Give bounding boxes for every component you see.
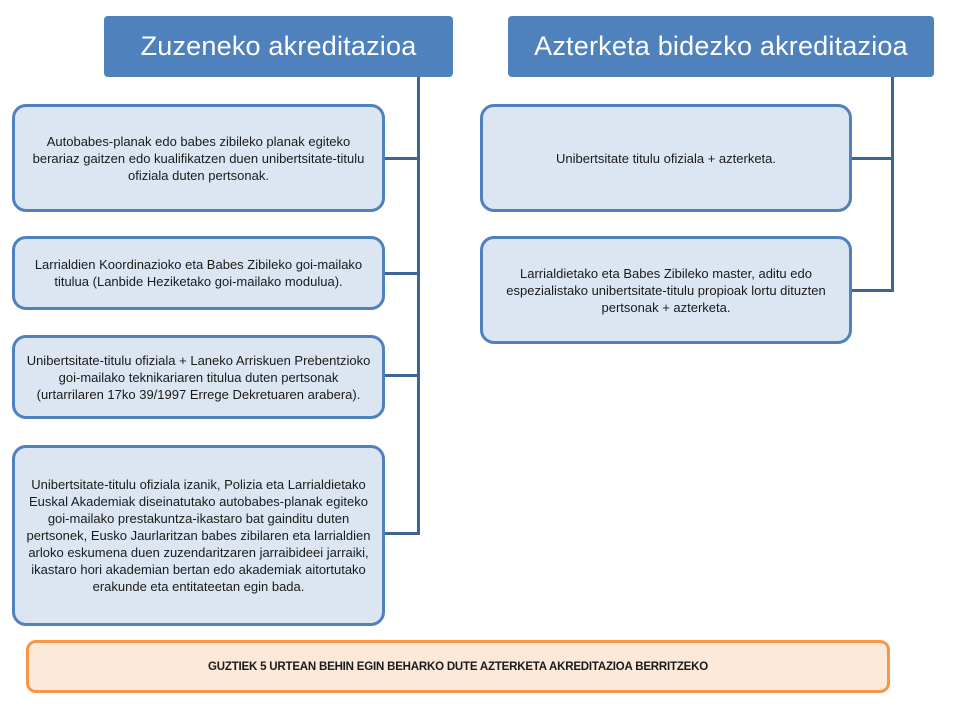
exam-item-2-text: Larrialdietako eta Babes Zibileko master, aditu edo espezialistako unibertsitate-titulu propioak lortu dituzten pertsonak + azterketa. [506,265,826,315]
connector-left-trunk [417,77,420,534]
exam-item-2 [480,236,852,344]
connector-left-branch-4 [384,532,420,535]
direct-item-4-text: Unibertsitate-titulu ofiziala izanik, Polizia eta Larrialdietako Euskal Akademiak diseinatutako autobabes-planak egiteko goi-mailako prestakuntza-ikastaro bat gainditu duten pertsonek, Eusko Jaurlaritzan babes zibilaren eta larrialdien arloko eskumena duen zuzendaritzaren jarraibideei jarraiki, ikastaro hori akademian bertan edo akademiak aitortutako erakunde eta entitateetan egin bada. [26,477,371,594]
direct-item-3 [12,335,385,419]
renewal-banner [26,640,890,693]
direct-item-1 [12,104,385,212]
connector-right-trunk [891,77,894,292]
connector-left-branch-3 [384,374,420,377]
exam-item-1 [480,104,852,212]
direct-item-2-text: Larrialdien Koordinazioko eta Babes Zibileko goi-mailako titulua (Lanbide Heziketako goi-mailako modulua). [34,257,363,289]
exam-item-1-text: Unibertsitate titulu ofiziala + azterketa. [555,150,777,166]
connector-right-branch-1 [851,157,894,160]
direct-item-1-text: Autobabes-planak edo babes zibileko planak egiteko berariaz gaitzen edo kualifikatzen duen unibertsitate-titulu ofiziala duten pertsonak. [32,133,365,183]
header-exam-accreditation: Azterketa bidezko akreditazioa [508,16,934,77]
renewal-banner-text: GUZTIEK 5 URTEAN BEHIN EGIN BEHARKO DUTE AZTERKETA AKREDITAZIOA BERRITZEKO [208,660,708,673]
connector-left-branch-2 [384,272,420,275]
header-direct-accreditation: Zuzeneko akreditazioa [104,16,453,77]
connector-right-branch-2 [851,289,894,292]
connector-left-branch-1 [384,157,420,160]
direct-item-4 [12,445,385,626]
direct-item-2 [12,236,385,310]
direct-item-3-text: Unibertsitate-titulu ofiziala + Laneko Arriskuen Prebentzioko goi-mailako teknikariaren titulua duten pertsonak (urtarrilaren 17ko 39/1997 Errege Dekretuaren arabera). [26,352,371,402]
